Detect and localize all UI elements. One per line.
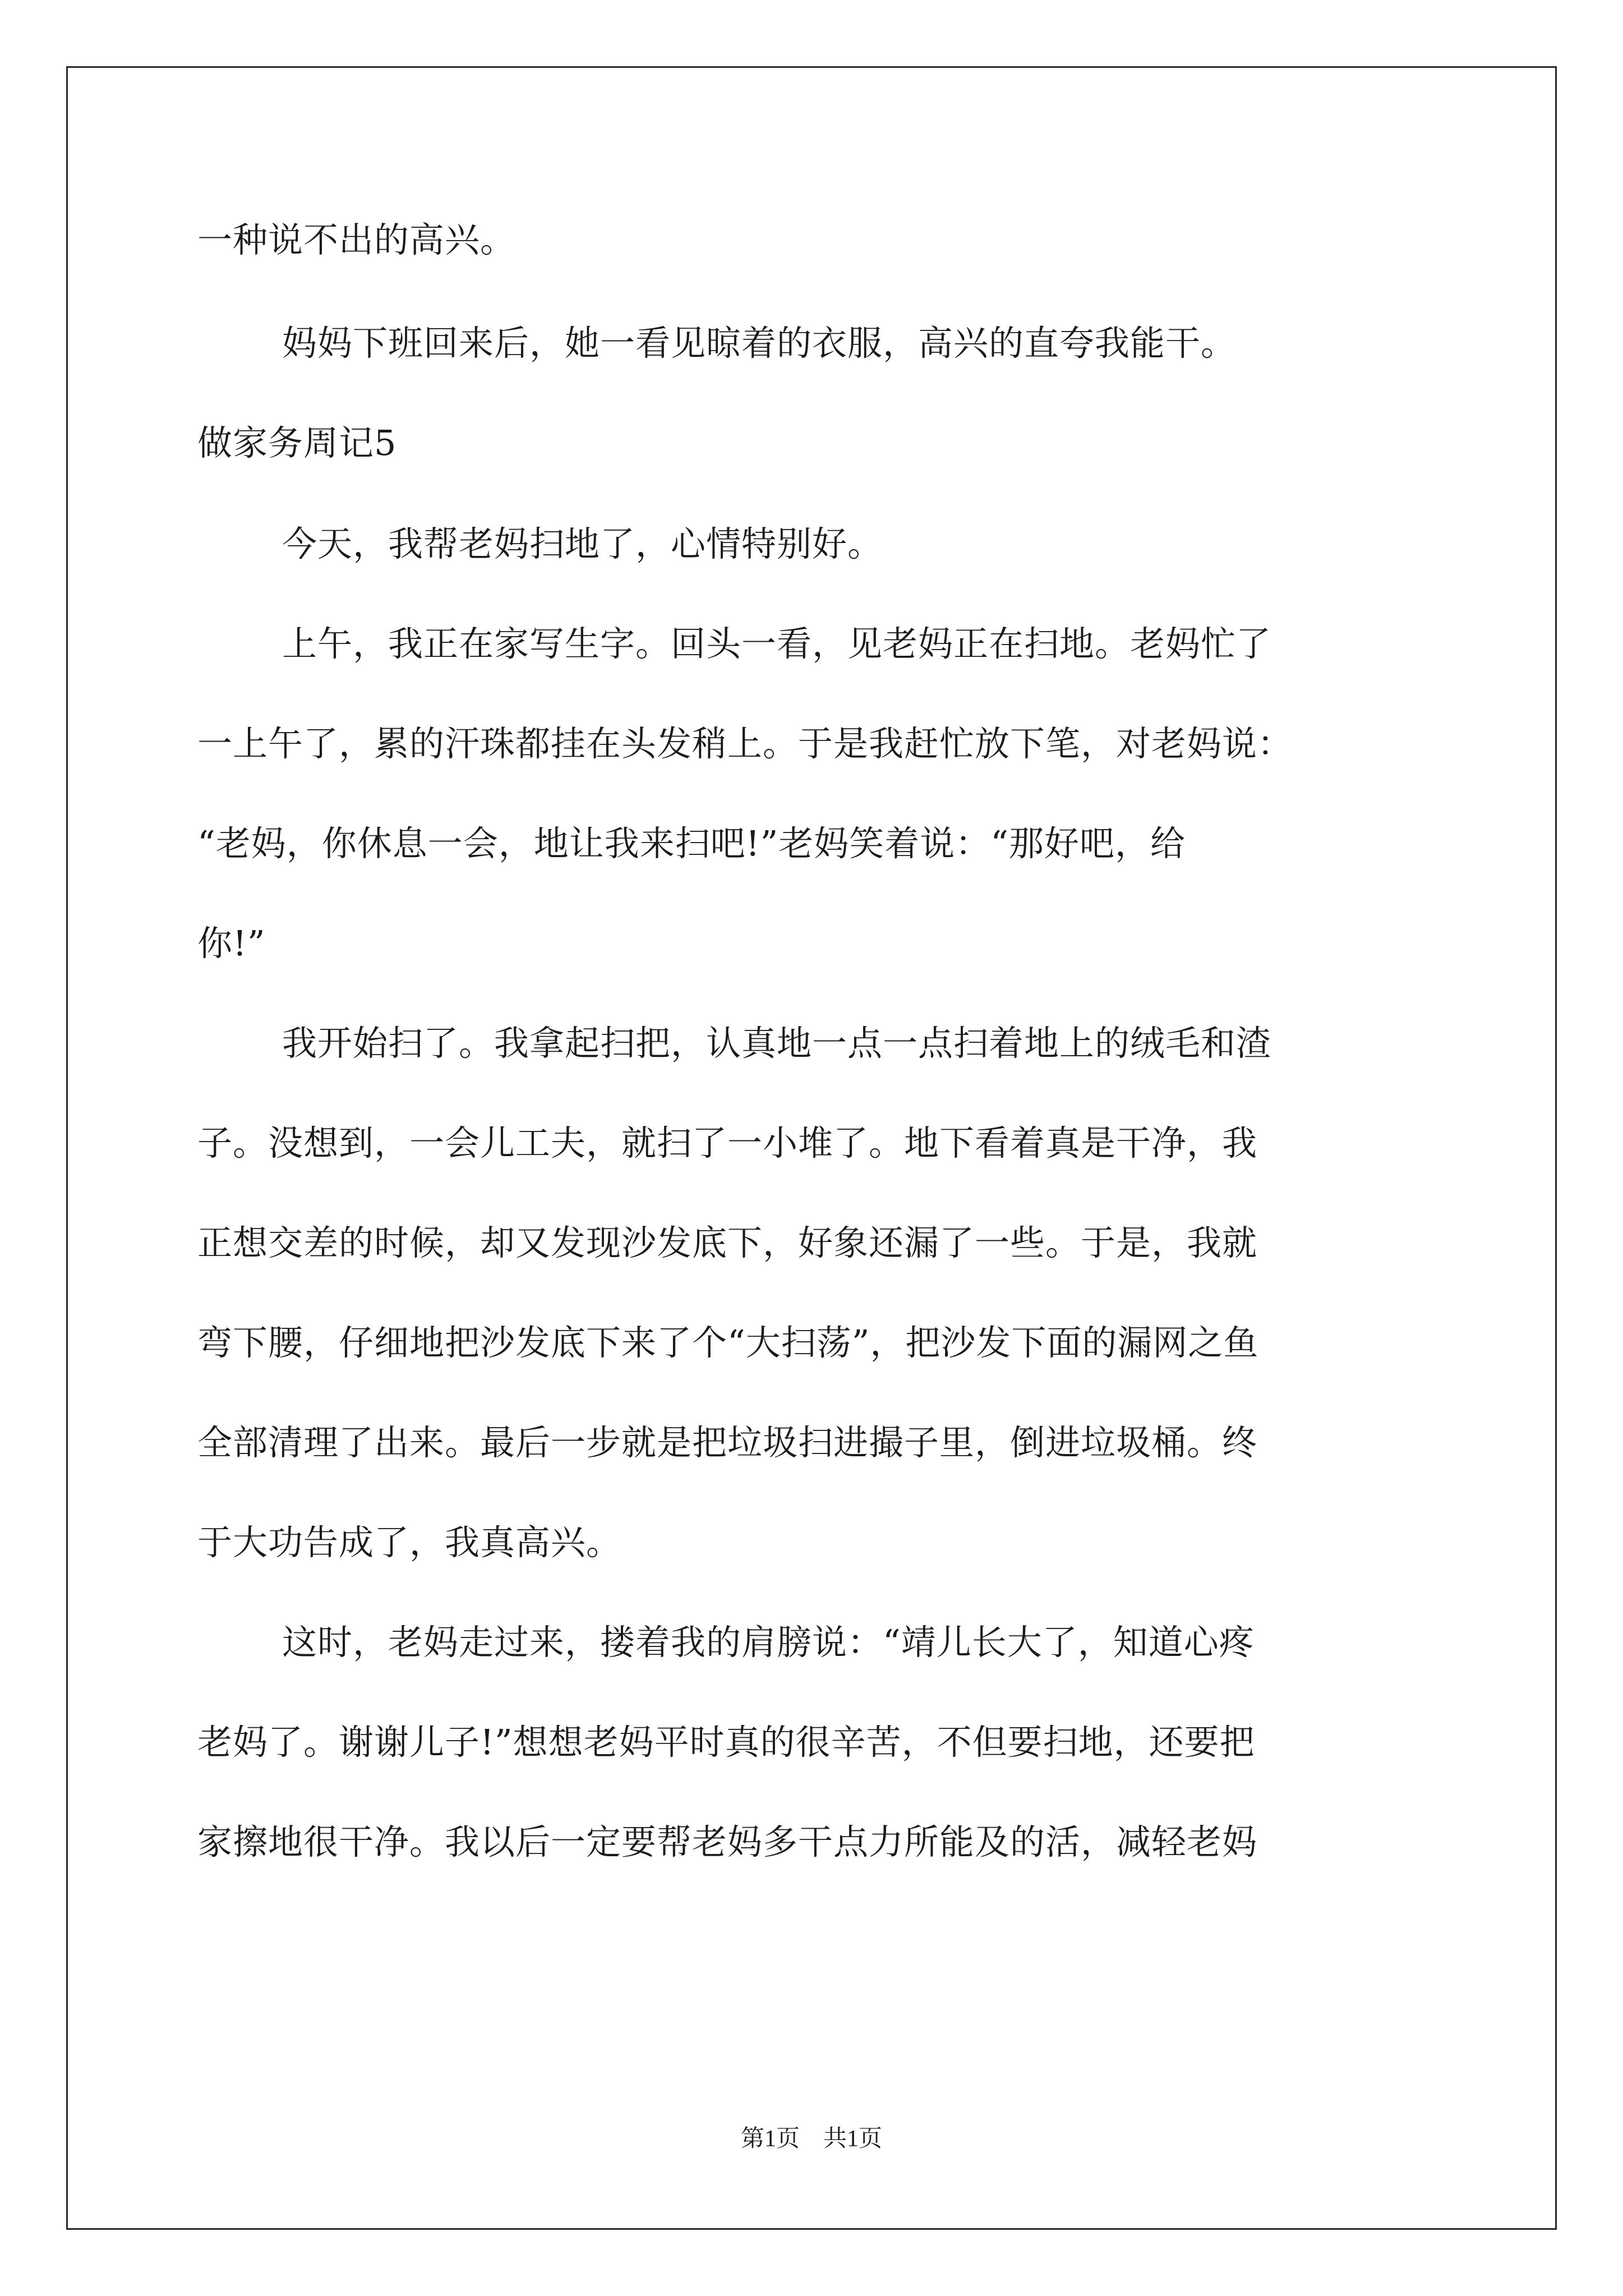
text-line-14: 于大功告成了，我真高兴。 — [197, 1522, 622, 1563]
text-line-15: 这时，老妈走过来，搂着我的肩膀说：“靖儿长大了，知道心疼 — [282, 1622, 1255, 1663]
section-heading: 做家务周记5 — [197, 422, 397, 463]
text-line-13: 全部清理了出来。最后一步就是把垃圾扫进撮子里，倒进垃圾桶。终 — [197, 1422, 1258, 1463]
text-line-12: 弯下腰，仔细地把沙发底下来了个“大扫荡”，把沙发下面的漏网之鱼 — [197, 1322, 1259, 1363]
text-line-7: “老妈，你休息一会，地让我来扫吧!”老妈笑着说：“那好吧，给 — [197, 823, 1186, 864]
text-line-11: 正想交差的时候，却又发现沙发底下，好象还漏了一些。于是，我就 — [197, 1222, 1258, 1263]
text-line-17: 家擦地很干净。我以后一定要帮老妈多干点力所能及的活，减轻老妈 — [197, 1821, 1258, 1862]
text-line-2: 妈妈下班回来后，她一看见晾着的衣服，高兴的直夸我能干。 — [282, 323, 1237, 364]
text-line-1: 一种说不出的高兴。 — [197, 219, 516, 260]
text-line-8: 你!” — [197, 923, 266, 964]
text-line-5: 上午，我正在家写生字。回头一看，见老妈正在扫地。老妈忙了 — [282, 623, 1272, 664]
text-line-6: 一上午了，累的汗珠都挂在头发稍上。于是我赶忙放下笔，对老妈说： — [197, 723, 1293, 764]
text-line-4: 今天，我帮老妈扫地了，心情特别好。 — [282, 523, 883, 564]
page-footer: 第1页 共1页 — [740, 2126, 882, 2152]
text-line-9: 我开始扫了。我拿起扫把，认真地一点一点扫着地上的绒毛和渣 — [282, 1023, 1272, 1064]
text-line-10: 子。没想到，一会儿工夫，就扫了一小堆了。地下看着真是干净，我 — [197, 1122, 1258, 1163]
text-line-16: 老妈了。谢谢儿子!”想想老妈平时真的很辛苦，不但要扫地，还要把 — [197, 1722, 1255, 1763]
